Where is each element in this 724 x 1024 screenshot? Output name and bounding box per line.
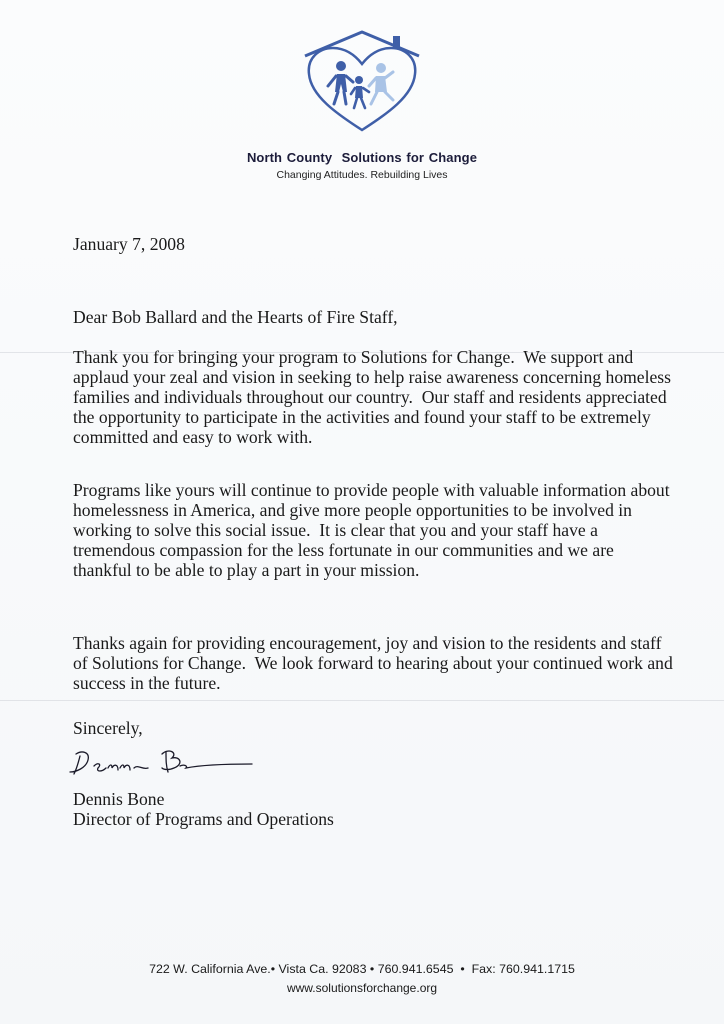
signer-name: Dennis Bone	[73, 789, 165, 809]
footer-website: www.solutionsforchange.org	[286, 981, 438, 995]
body-paragraph: Thank you for bringing your program to Solutions for Change. We support and applaud your zeal and vision in seeking to help raise awareness concerning homeless families and individuals throughout our country. Our staff and residents appreciated the opportunity to participate in the activities and found your staff to be extremely committed and easy to work with.	[73, 347, 676, 447]
letterhead	[0, 28, 724, 181]
paper-fold-crease	[0, 700, 724, 701]
footer-address: 722 W. California Ave.• Vista Ca. 92083 • 760.941.6545 • Fax: 760.941.1715	[149, 962, 575, 976]
salutation: Dear Bob Ballard and the Hearts of Fire Staff,	[73, 307, 398, 327]
letter-footer	[0, 962, 724, 995]
closing: Sincerely,	[73, 718, 143, 738]
body-paragraph: Programs like yours will continue to provide people with valuable information about homelessness in America, and give more people opportunities to be involved in working to solve this social issue. It is clear that you and your staff have a tremendous compassion for the less fortunate in our communities and we are thankful to be able to play a part in your mission.	[73, 480, 675, 580]
org-name: North County Solutions for Change	[246, 150, 478, 165]
letter-date: January 7, 2008	[73, 234, 185, 254]
signer-title: Director of Programs and Operations	[73, 809, 334, 829]
org-tagline: Changing Attitudes. Rebuilding Lives	[276, 169, 448, 181]
house-heart-family-logo-icon	[297, 28, 427, 136]
body-paragraph: Thanks again for providing encouragement, joy and vision to the residents and staff of Solutions for Change. We look forward to hearing about your continued work and success in the future.	[73, 633, 678, 693]
handwritten-signature	[56, 742, 276, 782]
